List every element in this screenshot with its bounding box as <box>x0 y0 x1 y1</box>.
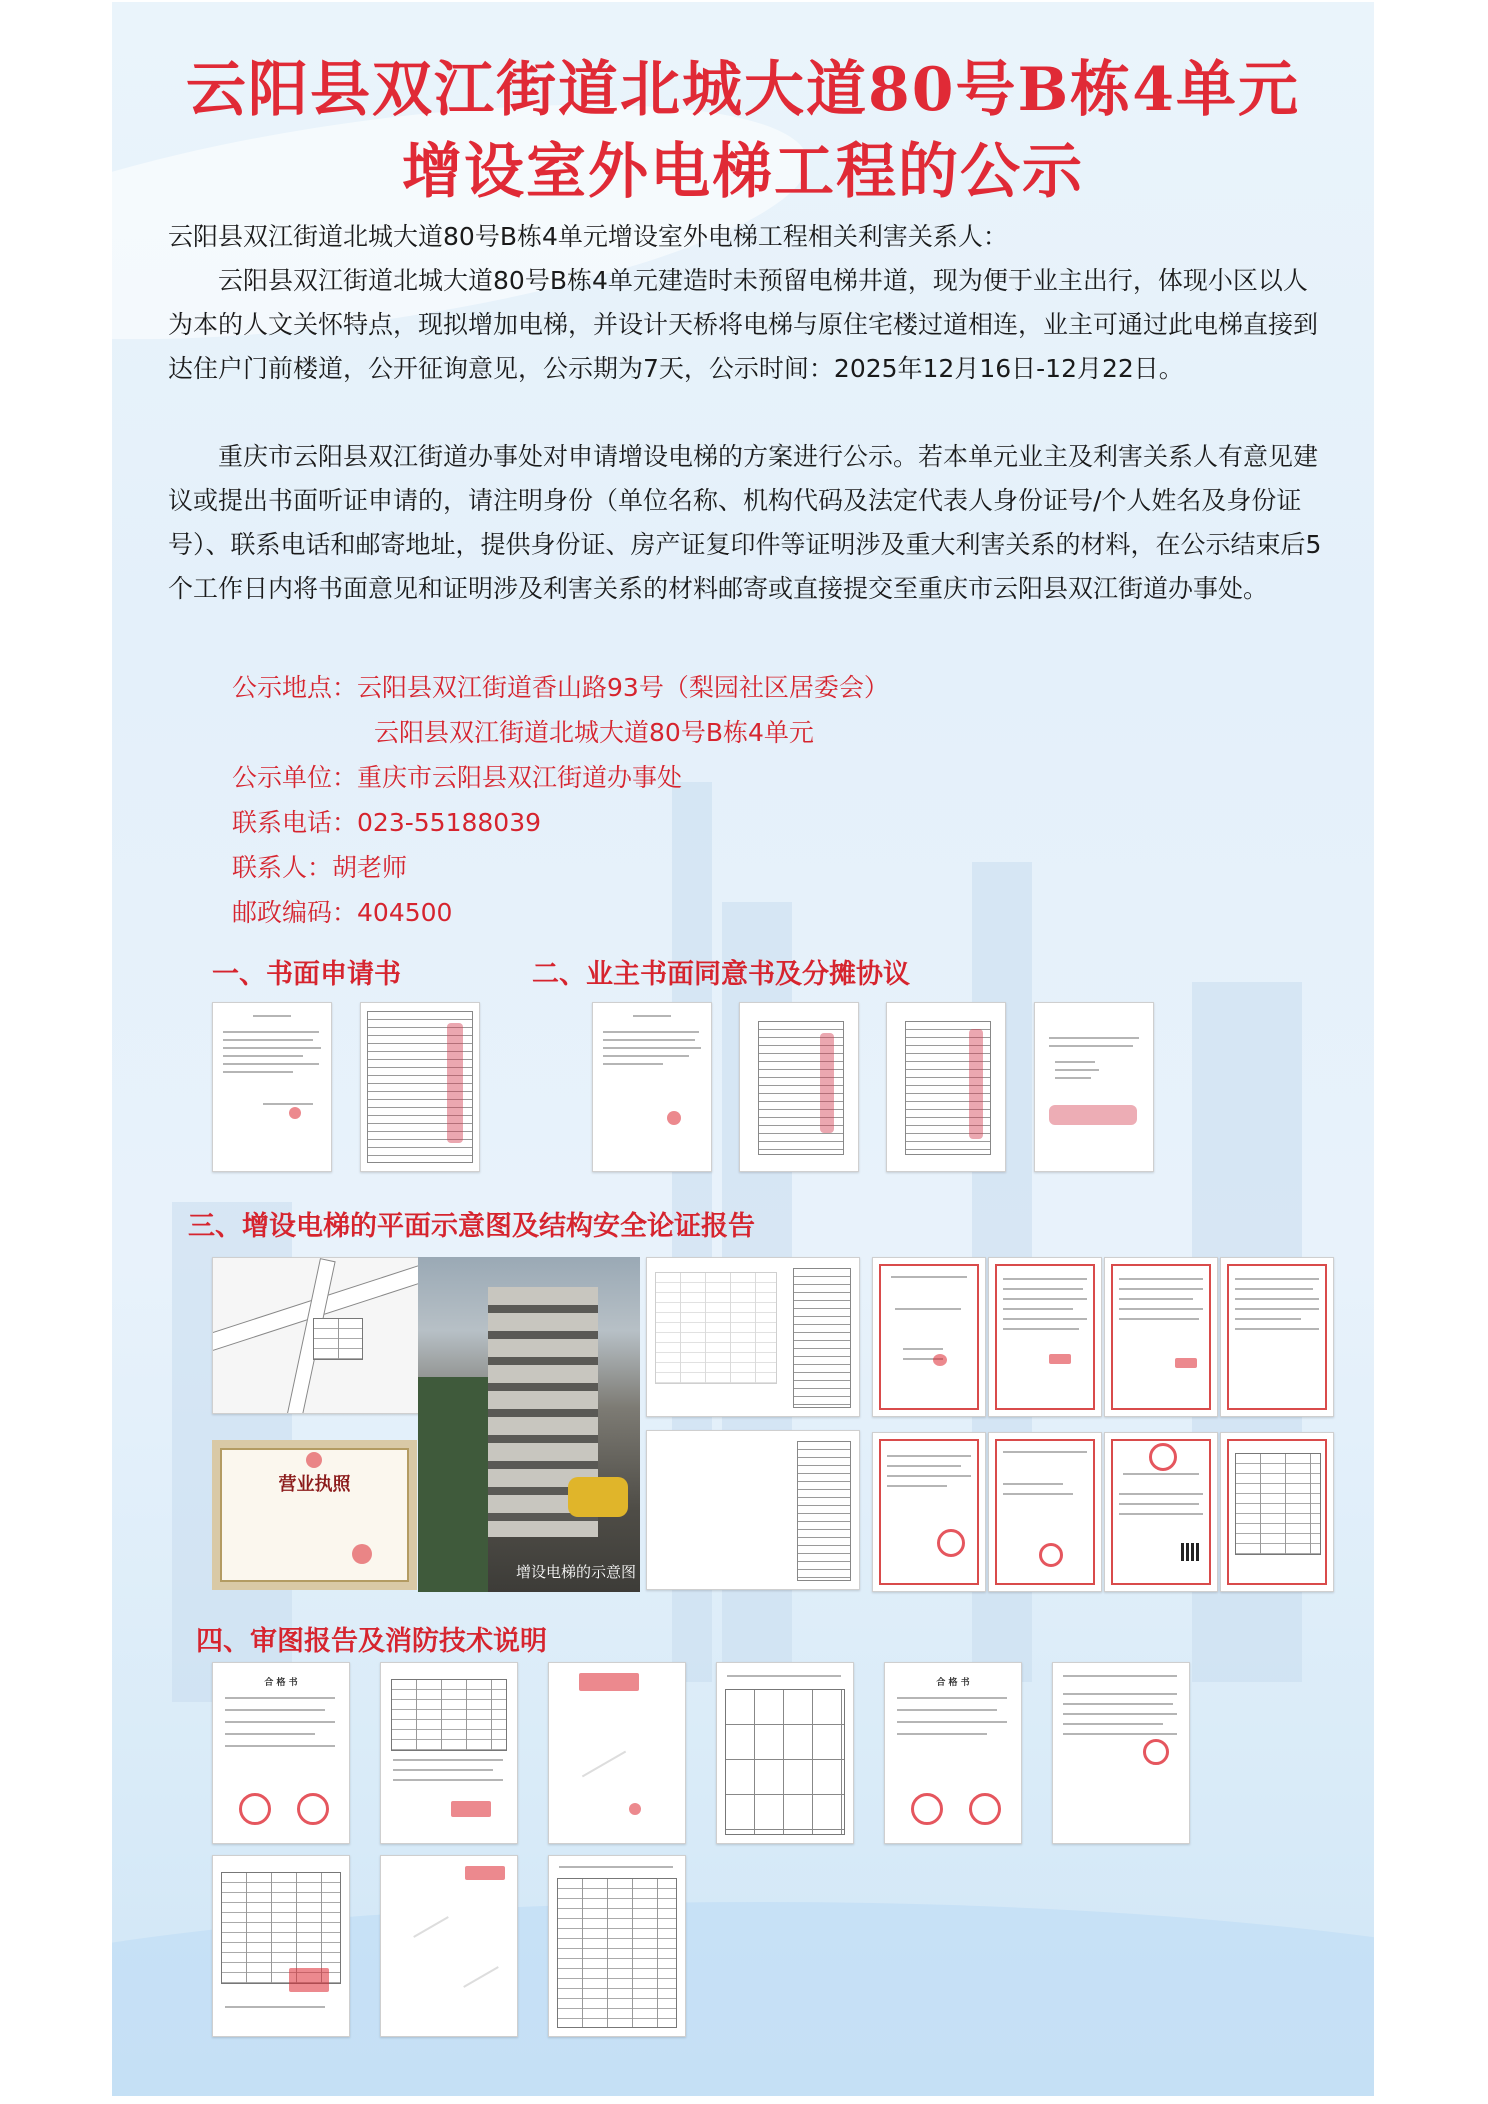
certificate-heading: 合 格 书 <box>936 1678 970 1688</box>
phone-label: 联系电话： <box>232 808 358 837</box>
phone-value: 023-55188039 <box>357 808 541 837</box>
safety-report-cover[interactable] <box>872 1257 986 1417</box>
safety-report-page-7[interactable] <box>1220 1432 1334 1592</box>
paragraph-1: 云阳县双江街道北城大道80号B栋4单元建造时未预留电梯井道，现为便于业主出行，体现小区以人为本的人文关怀特点，现拟增加电梯，并设计天桥将电梯与原住宅楼过道相连，业主可通过此电梯直接到达住户门前楼道，公开征询意见，公示期为7天，公示时间：2025年12月16日-12月22日。 <box>168 266 1319 383</box>
review-certificate-1[interactable] <box>212 1662 350 1844</box>
unit-row <box>232 758 682 794</box>
review-report-3[interactable] <box>716 1662 854 1844</box>
salutation: 云阳县双江街道北城大道80号B栋4单元增设室外电梯工程相关利害关系人： <box>168 222 1008 251</box>
elevator-plan-drawing-2[interactable] <box>646 1430 860 1590</box>
photo-caption: 增设电梯的示意图 <box>515 1563 636 1581</box>
owner-consent-thumbnail[interactable] <box>592 1002 712 1172</box>
location-1: 云阳县双江街道香山路93号（梨园社区居委会） <box>357 673 889 702</box>
safety-report-page-3[interactable] <box>1220 1257 1334 1417</box>
contact-person-row <box>232 848 407 884</box>
notice-poster <box>112 2 1374 2096</box>
postcode-label: 邮政编码： <box>232 898 358 927</box>
location-row <box>232 668 889 704</box>
location-label: 公示地点： <box>232 673 358 702</box>
section-4-title: 四、审图报告及消防技术说明 <box>196 1626 547 1657</box>
postcode-value: 404500 <box>357 898 453 927</box>
review-report-1[interactable] <box>380 1662 518 1844</box>
business-license-thumbnail[interactable] <box>212 1440 417 1590</box>
safety-report-page-5[interactable] <box>988 1432 1102 1592</box>
location-row-2 <box>374 713 814 749</box>
owner-list-thumbnail-2[interactable] <box>886 1002 1006 1172</box>
review-certificate-2[interactable] <box>884 1662 1022 1844</box>
elevator-plan-drawing-1[interactable] <box>646 1257 860 1417</box>
person-label: 联系人： <box>232 853 333 882</box>
safety-report-page-2[interactable] <box>1104 1257 1218 1417</box>
review-report-2[interactable] <box>548 1662 686 1844</box>
postcode-row <box>232 893 452 929</box>
fire-safety-description-3[interactable] <box>380 1855 518 2037</box>
location-2: 云阳县双江街道北城大道80号B栋4单元 <box>374 718 814 747</box>
certificate-heading: 合 格 书 <box>264 1678 298 1688</box>
signature-list-thumbnail[interactable] <box>360 1002 480 1172</box>
section-2-title: 二、业主书面同意书及分摊协议 <box>532 959 910 990</box>
application-letter-thumbnail[interactable] <box>212 1002 332 1172</box>
person-value: 胡老师 <box>332 853 408 882</box>
poster-title-line2: 增设室外电梯工程的公示 <box>402 137 1084 207</box>
phone-row <box>232 803 541 839</box>
unit-value: 重庆市云阳县双江街道办事处 <box>357 763 683 792</box>
safety-report-page-1[interactable] <box>988 1257 1102 1417</box>
fire-safety-description-1[interactable] <box>1052 1662 1190 1844</box>
safety-report-page-6[interactable] <box>1104 1432 1218 1592</box>
paragraph-2: 重庆市云阳县双江街道办事处对申请增设电梯的方案进行公示。若本单元业主及利害关系人有意见建议或提出书面听证申请的，请注明身份（单位名称、机构代码及法定代表人身份证号/个人姓名及身份证号）、联系电话和邮寄地址，提供身份证、房产证复印件等证明涉及重大利害关系的材料，在公示结束后5个工作日内将书面意见和证明涉及利害关系的材料邮寄或直接提交至重庆市云阳县双江街道办事处。 <box>168 442 1322 603</box>
fire-safety-description-2[interactable] <box>212 1855 350 2037</box>
cost-sharing-agreement-thumbnail[interactable] <box>1034 1002 1154 1172</box>
site-plan-thumbnail[interactable] <box>212 1257 419 1414</box>
owner-list-thumbnail-1[interactable] <box>739 1002 859 1172</box>
section-1-title: 一、书面申请书 <box>212 959 401 990</box>
section-3-title: 三、增设电梯的平面示意图及结构安全论证报告 <box>188 1211 755 1242</box>
license-title: 营业执照 <box>278 1474 351 1495</box>
building-photo[interactable] <box>418 1257 640 1592</box>
poster-title-line1: 云阳县双江街道北城大道80号B栋4单元 <box>186 55 1300 125</box>
safety-report-page-4[interactable] <box>872 1432 986 1592</box>
fire-safety-description-4[interactable] <box>548 1855 686 2037</box>
unit-label: 公示单位： <box>232 763 358 792</box>
